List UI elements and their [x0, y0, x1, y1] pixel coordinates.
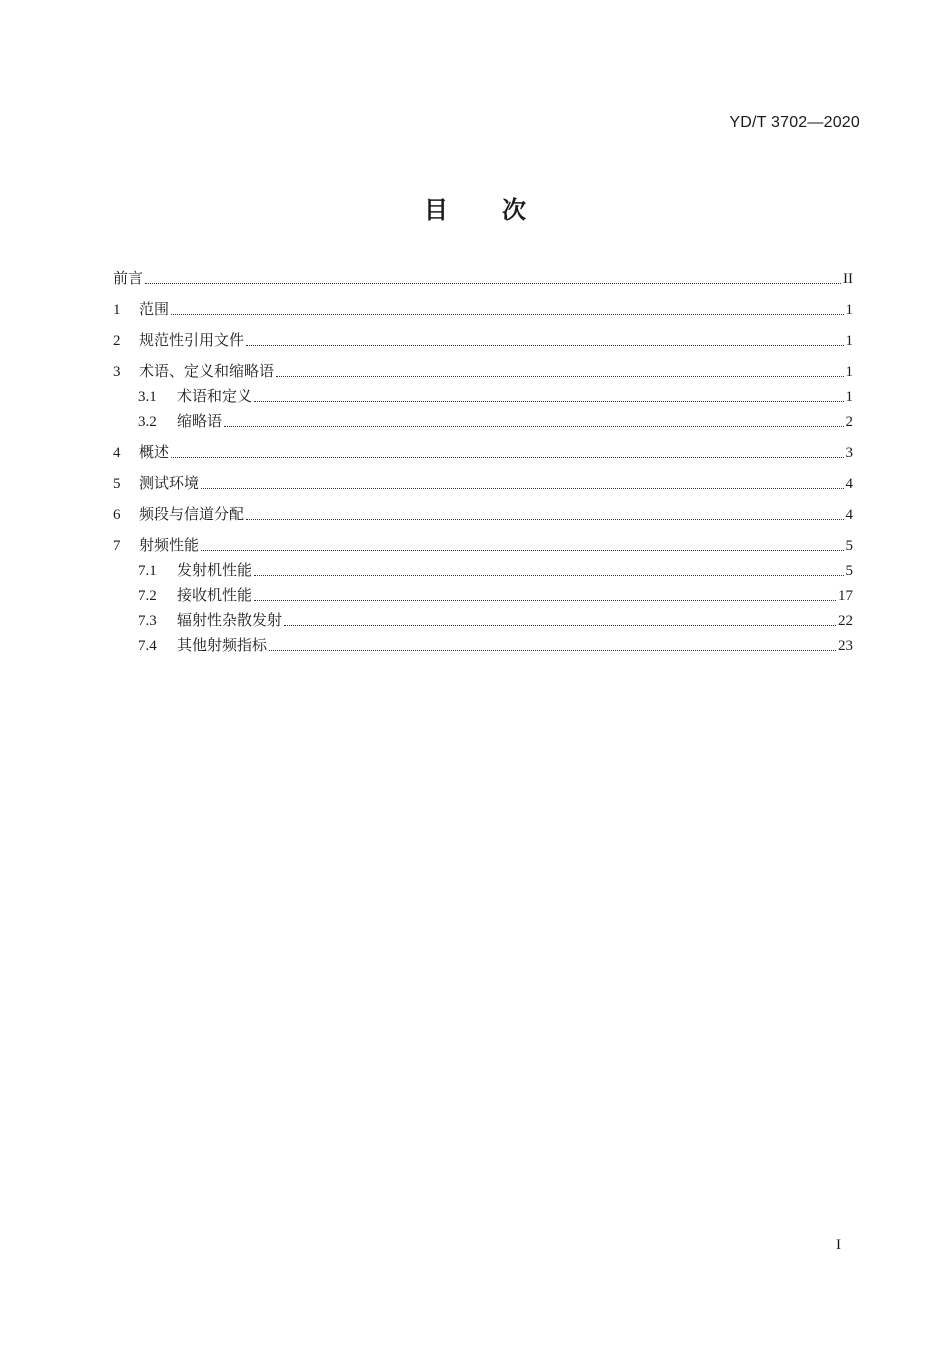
toc-entry-number: 3 — [113, 364, 121, 380]
toc-entry-label: 术语、定义和缩略语 — [139, 364, 275, 380]
toc-entry-3-1[interactable] — [113, 388, 853, 407]
toc-leader-dots — [246, 345, 843, 346]
toc-entry-4[interactable] — [113, 444, 853, 463]
toc-leader-dots — [201, 550, 843, 551]
toc-entry-number: 7 — [113, 538, 121, 554]
document-code: YD/T 3702—2020 — [729, 114, 860, 131]
toc-entry-label: 频段与信道分配 — [139, 507, 245, 523]
toc-entry-page: II — [843, 271, 853, 287]
toc-leader-dots — [254, 600, 836, 601]
toc-entry-label: 缩略语 — [177, 414, 223, 430]
toc-entry-number: 2 — [113, 333, 121, 349]
toc-leader-dots — [284, 625, 836, 626]
toc-leader-dots — [171, 457, 843, 458]
toc-entry-page: 1 — [845, 389, 853, 405]
toc-entry-label: 前言 — [113, 271, 144, 287]
toc-entry-number: 7.2 — [138, 588, 157, 604]
toc-entry-label: 概述 — [139, 445, 170, 461]
toc-entry-label: 发射机性能 — [177, 563, 253, 579]
toc-entry-number: 7.3 — [138, 613, 157, 629]
toc-leader-dots — [171, 314, 843, 315]
toc-entry-label: 范围 — [139, 302, 170, 318]
toc-entry-7-3[interactable] — [113, 612, 853, 631]
toc-entry-5[interactable] — [113, 475, 853, 494]
toc-entry-page: 2 — [845, 414, 853, 430]
toc-entry-page: 1 — [845, 333, 853, 349]
toc-entry-page: 5 — [845, 538, 853, 554]
toc-entry-label: 测试环境 — [139, 476, 200, 492]
toc-entry-page: 4 — [845, 507, 853, 523]
toc-entry-3[interactable] — [113, 363, 853, 382]
toc-entry-page: 5 — [845, 563, 853, 579]
toc-entry-label: 术语和定义 — [177, 389, 253, 405]
toc-title-char-2: 次 — [502, 196, 526, 224]
toc-entry-number: 7.4 — [138, 638, 157, 654]
toc-entry-page: 4 — [845, 476, 853, 492]
toc-leader-dots — [201, 488, 843, 489]
toc-leader-dots — [145, 283, 841, 284]
toc-leader-dots — [254, 401, 843, 402]
toc-leader-dots — [246, 519, 843, 520]
table-of-contents — [113, 270, 853, 656]
toc-entry-page: 1 — [845, 302, 853, 318]
toc-entry-number: 6 — [113, 507, 121, 523]
toc-entry-page: 22 — [838, 613, 853, 629]
page-number: I — [836, 1237, 841, 1253]
toc-entry-7-2[interactable] — [113, 587, 853, 606]
toc-entry-number: 3.2 — [138, 414, 157, 430]
toc-entry-6[interactable] — [113, 506, 853, 525]
toc-entry-label: 规范性引用文件 — [139, 333, 245, 349]
toc-entry-page: 3 — [845, 445, 853, 461]
toc-entry-3-2[interactable] — [113, 413, 853, 432]
toc-entry-page: 17 — [838, 588, 853, 604]
toc-title — [0, 190, 950, 225]
toc-entry-number: 4 — [113, 445, 121, 461]
toc-leader-dots — [254, 575, 843, 576]
toc-entry-label: 接收机性能 — [177, 588, 253, 604]
toc-leader-dots — [224, 426, 843, 427]
toc-title-char-1: 目 — [424, 196, 448, 224]
toc-entry-2[interactable] — [113, 332, 853, 351]
toc-entry-7-1[interactable] — [113, 562, 853, 581]
toc-entry-label: 射频性能 — [139, 538, 200, 554]
toc-entry-number: 1 — [113, 302, 121, 318]
toc-entry-label: 辐射性杂散发射 — [177, 613, 283, 629]
toc-entry-page: 23 — [838, 638, 853, 654]
toc-leader-dots — [269, 650, 836, 651]
toc-entry-7-4[interactable] — [113, 637, 853, 656]
toc-entry-foreword[interactable] — [113, 270, 853, 289]
toc-entry-number: 3.1 — [138, 389, 157, 405]
toc-entry-page: 1 — [845, 364, 853, 380]
toc-entry-7[interactable] — [113, 537, 853, 556]
toc-entry-number: 7.1 — [138, 563, 157, 579]
toc-entry-1[interactable] — [113, 301, 853, 320]
toc-entry-number: 5 — [113, 476, 121, 492]
toc-leader-dots — [276, 376, 843, 377]
toc-entry-label: 其他射频指标 — [177, 638, 268, 654]
